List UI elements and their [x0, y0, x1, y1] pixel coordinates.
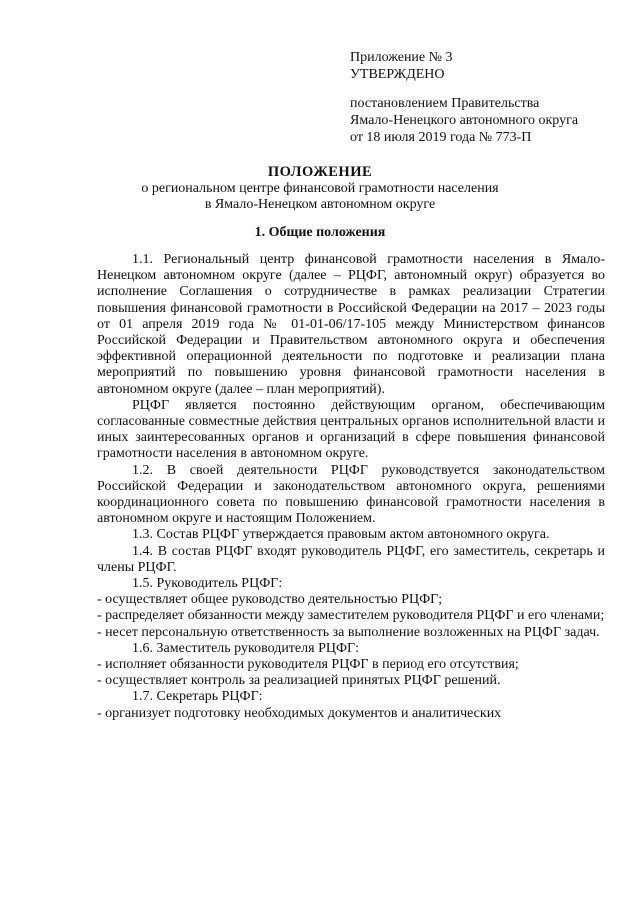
paragraph-1-2: 1.2. В своей деятельности РЦФГ руководствуется законодательством Российской Федерации и законодательством автономного округа, решениями координационного совета по повышению финансовой грамотности населения в автономном округе и настоящим Положением. [97, 462, 605, 527]
paragraph-1-3: 1.3. Состав РЦФГ утверждается правовым актом автономного округа. [132, 527, 550, 543]
paragraph-1-7: 1.7. Секретарь РЦФГ: [132, 689, 263, 705]
list-item: - распределяет обязанности между заместителем руководителя РЦФГ и его членами; [97, 608, 605, 624]
list-item: - осуществляет контроль за реализацией принятых РЦФГ решений. [97, 673, 501, 689]
section-heading: 1. Общие положения [254, 225, 386, 240]
paragraph-1-4: 1.4. В состав РЦФГ входят руководитель РЦФГ, его заместитель, секретарь и члены РЦФГ. [97, 543, 605, 575]
paragraph-1-1: 1.1. Региональный центр финансовой грамотности населения в Ямало-Ненецком автономном округе (далее – РЦФГ, автономный округ) образуется во исполнение Соглашения о сотрудничестве в рамках реализации Стратегии повышения финансовой грамотности в Российской Федерации на 2017 – 2023 годы от 01 апреля 2019 года № 01-01-06/17-105 между Министерством финансов Российской Федерации и Правительством автономного округа и обеспечения эффективной операционной деятельности по подготовке и реализации плана мероприятий по повышению уровня финансовой грамотности населения в автономном округе (далее – план мероприятий). [97, 252, 605, 397]
approved-label: УТВЕРЖДЕНО [350, 67, 445, 82]
document-body [97, 252, 605, 722]
list-item: - организует подготовку необходимых документов и аналитических [97, 705, 502, 721]
paragraph-rcfg: РЦФГ является постоянно действующим органом, обеспечивающим согласованные совместные действия центральных органов исполнительной власти и иных заинтересованных органов и организаций в сфере повышения финансовой грамотности населения в автономном округе. [97, 397, 605, 462]
list-item: - осуществляет общее руководство деятельностью РЦФГ; [97, 592, 443, 608]
document-subtitle-1: о региональном центре финансовой грамотности населения [141, 181, 499, 196]
list-item: - исполняет обязанности руководителя РЦФГ в период его отсутствия; [97, 657, 519, 673]
paragraph-1-5: 1.5. Руководитель РЦФГ: [132, 576, 283, 592]
approval-line-2: Ямало-Ненецкого автономного округа [350, 113, 579, 128]
document-title: ПОЛОЖЕНИЕ [267, 164, 373, 180]
document-subtitle-2: в Ямало-Ненецком автономном округе [204, 197, 436, 212]
approval-stamp [350, 49, 578, 146]
paragraph-1-6: 1.6. Заместитель руководителя РЦФГ: [132, 640, 360, 656]
appendix-number: Приложение № 3 [350, 50, 453, 65]
approval-line-3: от 18 июля 2019 года № 773-П [350, 130, 532, 145]
approval-line-1: постановлением Правительства [350, 96, 540, 111]
document-title-block [0, 163, 640, 213]
list-item: - несет персональную ответственность за выполнение возложенных на РЦФГ задач. [97, 624, 600, 640]
